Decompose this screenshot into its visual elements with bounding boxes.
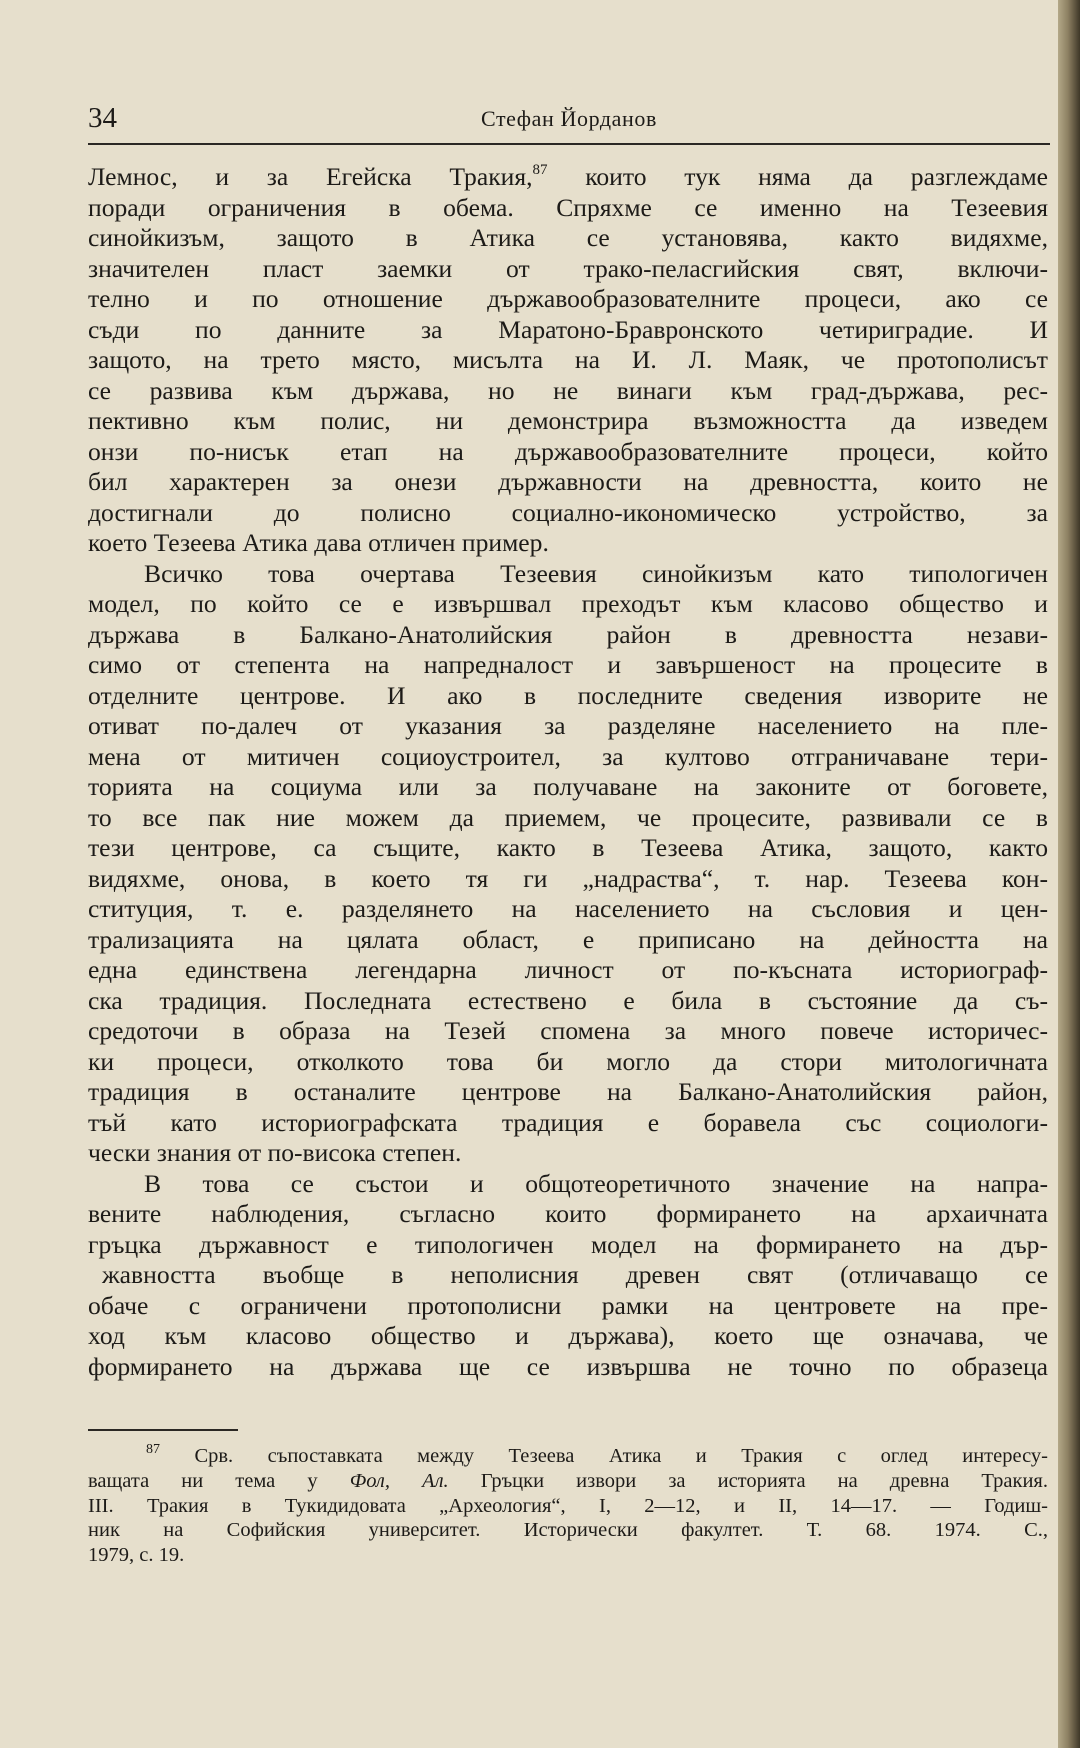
footnote-marker: 87 xyxy=(146,1442,160,1457)
text-line: съди по данните за Маратоно-Бравронското четириградие. И xyxy=(88,314,1048,344)
text-line: се развива към държава, но не винаги към град-държава, рес- xyxy=(88,375,1048,405)
text-line: Всичко това очертава Тезеевия синойкизъм като типологичен xyxy=(144,558,1048,588)
footnote xyxy=(88,1444,1048,1568)
text-line: бил характерен за онези държавности на древността, които не xyxy=(88,467,1048,496)
text-line: ска традиция. Последната естествено е била в състояние да съ- xyxy=(88,985,1048,1015)
text-line: трализацията на цялата област, е приписано на дейността на xyxy=(88,924,1048,954)
text-line: модел, по който се е извършвал преходът към класово общество и xyxy=(88,589,1048,618)
text-line: жавността въобще в неполисния древен свят (отличаващо се xyxy=(102,1260,1048,1289)
text-line: което Тезеева Атика дава отличен пример. xyxy=(88,528,549,557)
text-line: мена от митичен социоустроител, за култово отграничаване тери- xyxy=(88,741,1048,771)
body-text xyxy=(88,162,1048,1382)
text-line: отиват по-далеч от указания за разделяне населението на пле- xyxy=(88,711,1048,740)
text-line: ки процеси, отколкото това би могло да стори митологичната xyxy=(88,1046,1048,1076)
text-line: традиция в останалите центрове на Балкано-Анатолийския район, xyxy=(88,1077,1048,1106)
text-line: отделните центрове. И ако в последните сведения изворите не xyxy=(88,680,1048,710)
footnote-line: $^{87}$ Срв. съпоставката между Тезеева Атика и Тракия с оглед интересу- xyxy=(146,1442,1048,1467)
running-head xyxy=(88,98,1050,142)
header-rule xyxy=(88,143,1050,145)
footnote-line: III. Тракия в Тукидидовата „Археология“, I, 2—12, и II, 14—17. — Годиш- xyxy=(88,1494,1048,1517)
text-line: значителен пласт заемки от трако-пеласгийския свят, включи- xyxy=(88,253,1048,283)
page-edge-shadow xyxy=(1058,0,1080,1748)
text-line: чески знания от по-висока степен. xyxy=(88,1138,462,1167)
text-line: В това се състои и общотеоретичното значение на напра- xyxy=(144,1168,1048,1198)
text-line: достигнали до полисно социално-икономическо устройство, за xyxy=(88,497,1048,527)
footnote-rule xyxy=(88,1429,238,1431)
text-line: тези центрове, са същите, както в Тезеева Атика, защото, както xyxy=(88,833,1048,862)
text-line: Лемнос, и за Егейска Тракия,$^{87}$ които тук няма да разглеждаме xyxy=(88,162,1049,191)
text-line: синойкизъм, защото в Атика се установява, както видяхме, xyxy=(88,223,1048,252)
text-line: една единствена легендарна личност от по-късната историограф- xyxy=(88,955,1048,984)
text-line: гръцка държавност е типологичен модел на формирането на дър- xyxy=(88,1229,1048,1259)
text-line: видяхме, онова, в което тя ги „надраства“, т. нар. Тезеева кон- xyxy=(88,863,1048,893)
text-line: поради ограничения в обема. Спряхме се именно на Тезеевия xyxy=(88,192,1048,222)
text-line: то все пак ние можем да приемем, че процесите, развивали се в xyxy=(88,802,1048,832)
text-line: пективно към полис, ни демонстрира възможността да изведем xyxy=(88,406,1048,435)
text-line: симо от степента на напредналост и завършеност на процесите в xyxy=(88,650,1048,679)
text-line: ход към класово общество и държава), което ще означава, че xyxy=(88,1321,1048,1350)
page-number: 34 xyxy=(88,102,117,134)
footnote-reference: 87 xyxy=(532,162,548,178)
text-line: торията на социума или за получаване на законите от боговете, xyxy=(88,772,1048,801)
text-line: ституция, т. е. разделянето на населението на съсловия и цен- xyxy=(88,894,1048,923)
text-line: телно и по отношение държавообразователните процеси, ако се xyxy=(88,284,1048,313)
text-line: защото, на трето място, мисълта на И. Л. Маяк, че протополисът xyxy=(88,345,1048,374)
text-line: вените наблюдения, съгласно които формирането на архаичната xyxy=(88,1199,1048,1228)
footnote-line: ващата ни тема у Фол, Ал. Гръцки извори за историята на древна Тракия. xyxy=(88,1469,1048,1492)
footnote-author: Фол, Ал. xyxy=(349,1469,449,1492)
text-line: онзи по-нисък етап на държавообразователните процеси, който xyxy=(88,436,1048,466)
footnote-line: ник на Софийския университет. Исторически факултет. Т. 68. 1974. С., xyxy=(88,1519,1048,1542)
text-line: държава в Балкано-Анатолийския район в древността незави- xyxy=(88,619,1048,649)
running-title: Стефан Йорданов xyxy=(480,106,658,131)
text-line: тъй като историографската традиция е боравела със социологи- xyxy=(88,1107,1048,1137)
text-line: формирането на държава ще се извършва не точно по образеца xyxy=(88,1351,1048,1381)
footnote-line: 1979, с. 19. xyxy=(88,1544,185,1567)
text-line: средоточи в образа на Тезей спомена за много повече историчес- xyxy=(88,1016,1048,1045)
text-line: обаче с ограничени протополисни рамки на центровете на пре- xyxy=(88,1290,1048,1320)
